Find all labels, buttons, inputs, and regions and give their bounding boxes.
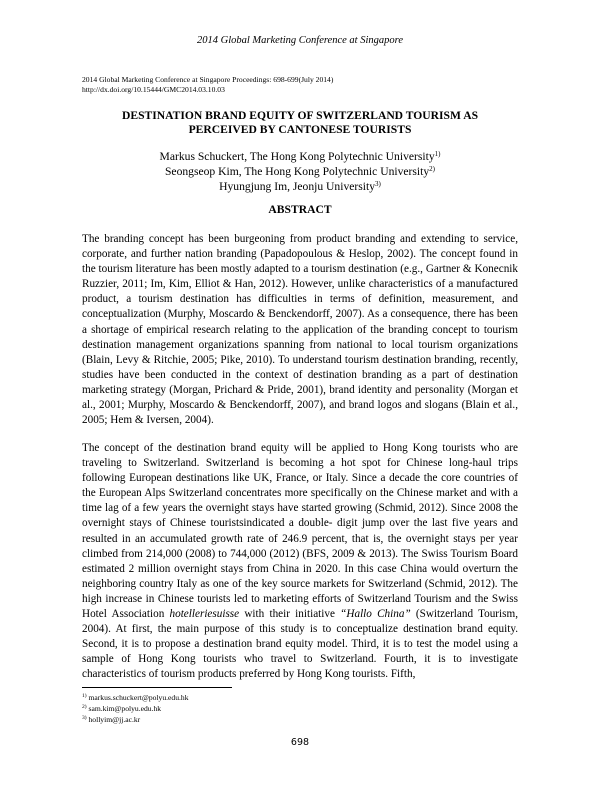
footnote-marker: 2) <box>429 165 435 173</box>
page-number: 698 <box>290 737 310 748</box>
footnote-email[interactable]: sam.kim@polyu.edu.hk <box>86 704 162 713</box>
publication-meta <box>82 75 333 95</box>
doi-link[interactable]: http://dx.doi.org/10.15444/GMC2014.03.10.03 <box>82 85 225 94</box>
footnote-2 <box>82 703 189 714</box>
footnote-1 <box>82 692 189 703</box>
footnote-email[interactable]: markus.schuckert@polyu.edu.hk <box>86 693 189 702</box>
footnote-email[interactable]: hollyim@jj.ac.kr <box>86 715 141 724</box>
footnotes <box>82 692 189 725</box>
author-1 <box>82 149 518 164</box>
title-line-2: PERCEIVED BY CANTONESE TOURISTS <box>188 123 412 136</box>
footnote-mark: 3) <box>82 715 87 721</box>
footnote-3 <box>82 714 189 725</box>
author-2 <box>82 164 518 179</box>
paper-title <box>82 109 518 137</box>
footnote-mark: 2) <box>82 704 87 710</box>
footnote-marker: 1) <box>434 150 441 158</box>
paragraph-text: (Switzerland Tourism, 2004). At first, the main purpose of this study is to conceptualize destination brand equity. Second, it is to propose a destination brand equity model. Third, it is to test the model using a sample of Hong Kong tourists who travel to Switzerland. Fourth, it is to investigate characteristics of tourism products preferred by Hong Kong tourists. Fifth, <box>82 608 518 681</box>
italic-term: “Hallo China” <box>340 608 411 621</box>
abstract-paragraph-2 <box>82 441 518 683</box>
paragraph-text: The concept of the destination brand equity will be applied to Hong Kong tourists who are traveling to Switzerland. Switzerland is becoming a hot spot for Chinese long-haul trips following European destinations like UK, France, or Italy. Since a decade the core countries of the European Alps Switzerland concentrates more specifically on the Chinese market and with a time lag of a few years the overnight stays have started growing (Schmid, 2012). Since 2008 the overnight stays of Chinese touristsindicated a double- digit jump over the last five years and resulted in an accumulated growth rate of 246.9 percent, that is, the overnight stays per year climbed from 214,000 (2008) to 744,000 (2012) (BFS, 2009 & 2013). The Swiss Tourism Board estimated 2 million overnight stays from China in 2020. In this case China would overturn the neighboring country Italy as one of the key source markets for Switzerland (Schmid, 2012). The high increase in Chinese tourists led to marketing efforts of Switzerland Tourism and the Swiss Hotel Association <box>82 442 518 621</box>
author-3 <box>82 179 518 194</box>
author-name: Hyungjung Im, Jeonju University <box>219 180 375 193</box>
running-header: 2014 Global Marketing Conference at Singapore <box>197 35 403 46</box>
footnote-marker: 3) <box>375 180 381 188</box>
author-name: Markus Schuckert, The Hong Kong Polytechnic University <box>159 150 435 163</box>
paragraph-text: with their initiative <box>239 608 341 621</box>
title-line-1: DESTINATION BRAND EQUITY OF SWITZERLAND TOURISM AS <box>121 109 479 122</box>
footnote-mark: 1) <box>82 693 87 699</box>
abstract-paragraph-1: The branding concept has been burgeoning from product branding and extending to service, corporate, and further nation branding (Papadopoulous & Heslop, 2002). The concept found in the tourism literature has been mostly adapted to a tourism destination (e.g., Gartner & Konecnik Ruzzier, 2011; Im, Kim, Elliot & Han, 2012). However, unlike characteristics of a manufactured product, a tourism destination has difficulties in terms of definition, measurement, and conceptualization (Murphy, Moscardo & Benckendorff, 2007). As a consequence, there has been a shortage of empirical research relating to the application of the branding concept to tourism destination management organizations spanning from national to local tourism organizations (Blain, Levy & Ritchie, 2005; Pike, 2010). To understand tourism destination branding, recently, studies have been conducted in the context of destination branding as a part of destination marketing strategy (Morgan, Prichard & Pride, 2001), brand identity and personality (Morgan et al., 2001; Murphy, Moscardo & Benckendorff, 2007), and brand logos and slogans (Blain et al., 2005; Hem & Iversen, 2004). <box>82 233 518 427</box>
abstract-heading: ABSTRACT <box>268 203 332 216</box>
proceedings-citation: 2014 Global Marketing Conference at Singapore Proceedings: 698-699(July 2014) <box>82 75 334 84</box>
italic-term: hotelleriesuisse <box>169 608 240 621</box>
author-name: Seongseop Kim, The Hong Kong Polytechnic University <box>164 165 430 178</box>
footnote-divider <box>82 687 232 688</box>
author-list <box>82 149 518 194</box>
